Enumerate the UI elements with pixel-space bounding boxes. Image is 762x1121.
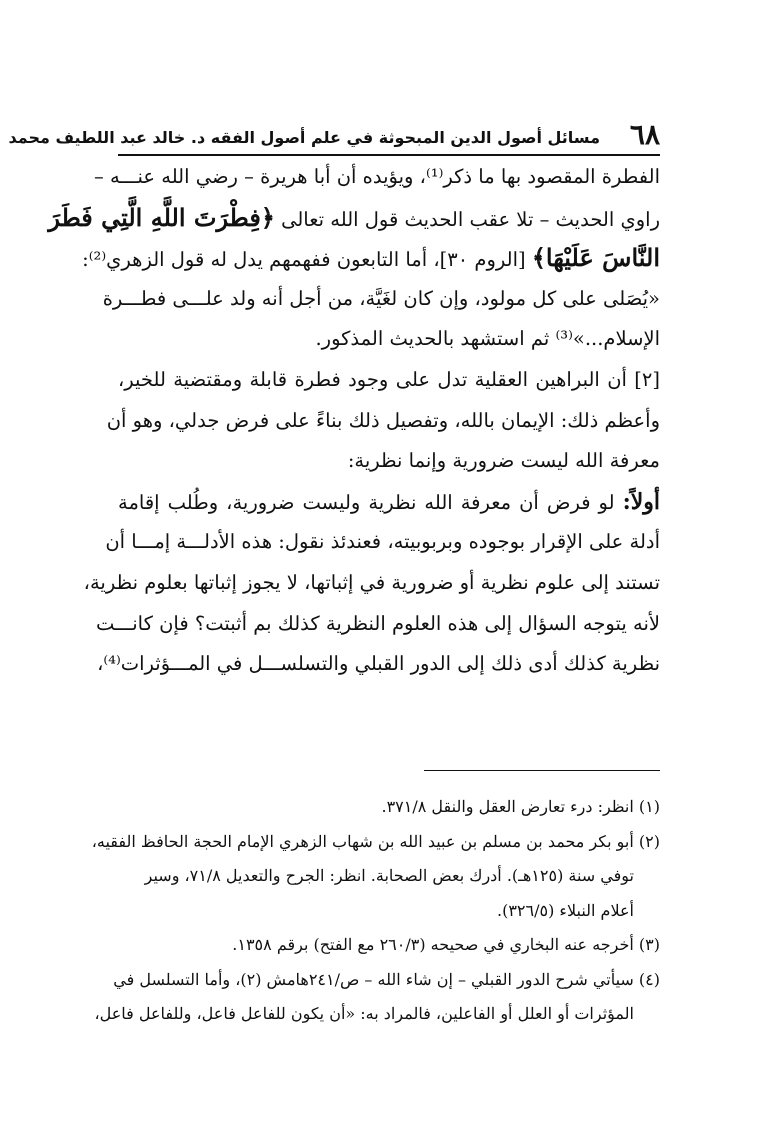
running-head: مسائل أصول الدين المبحوثة في علم أصول الفقه د. خالد عبد اللطيف محمد — [8, 128, 600, 147]
body-line: لأنه يتوجه السؤال إلى هذه العلوم النظرية كذلك بم أثبتت؟ فإن كانـــت — [95, 611, 660, 635]
footnote: (٣) أخرجه عنه البخاري في صحيحه (٢٦٠/٣ مع الفتح) برقم ١٣٥٨. — [232, 935, 660, 954]
body-line: الفطرة المقصود بها ما ذكر⁽¹⁾، ويؤيده أن أبا هريرة – رضي الله عنـــه – — [94, 165, 660, 188]
body-line: تستند إلى علوم نظرية أو ضرورية في إثباتها، لا يجوز إثباتها بعلوم نظرية، — [83, 570, 660, 594]
body-line: معرفة الله ليست ضرورية وإنما نظرية: — [347, 449, 660, 473]
footnote-separator — [424, 770, 660, 771]
body-line — [48, 198, 660, 239]
body-line — [82, 238, 660, 279]
quran-verse: النَّاسَ عَلَيْهَا﴾ — [531, 243, 660, 273]
footnote: (١) انظر: درء تعارض العقل والنقل ٣٧١/٨. — [381, 797, 660, 816]
body-line-segment: راوي الحديث – تلا عقب الحديث قول الله تعالى — [281, 207, 660, 231]
body-line — [118, 482, 660, 523]
footnote: (٤) سيأتي شرح الدور القبلي – إن شاء الله – ص/٢٤١هامش (٢)، وأما التسلسل في — [113, 969, 660, 989]
page-number: ٦٨ — [629, 118, 660, 151]
footnotes — [91, 790, 660, 1032]
body-line: «يُصَلى على كل مولود، وإن كان لغَيَّة، من أجل أنه ولد علـــى فطـــرة — [102, 286, 660, 310]
body-line: الإسلام...»⁽³⁾ ثم استشهد بالحديث المذكور. — [315, 327, 660, 351]
body-line: أدلة على الإقرار بوجوده وبربوبيته، فعندئذ نقول: هذه الأدلـــة إمـــا أن — [105, 530, 660, 554]
body-line: [٢] أن البراهين العقلية تدل على وجود فطرة قابلة ومقتضية للخير، — [118, 367, 660, 391]
body-line: نظرية كذلك أدى ذلك إلى الدور القبلي والتسلســـل في المـــؤثرات⁽⁴⁾، — [97, 652, 660, 676]
quran-verse: ﴿فِطْرَتَ اللَّهِ الَّتِي فَطَرَ — [48, 202, 275, 232]
footnote-continuation: أعلام النبلاء (٣٢٦/٥). — [497, 900, 634, 920]
main-text — [48, 157, 660, 685]
footnote-continuation: المؤثرات أو العلل أو الفاعلين، فالمراد به: «أن يكون للفاعل فاعل، وللفاعل فاعل، — [94, 1004, 634, 1023]
body-line-segment: [الروم ٣٠]، أما التابعون ففهمهم يدل له قول الزهري⁽²⁾: — [82, 248, 526, 272]
body-line-segment: لو فرض أن معرفة الله نظرية وليست ضرورية، وطُلب إقامة — [118, 490, 615, 514]
body-line: وأعظم ذلك: الإيمان بالله، وتفصيل ذلك بناءً على فرض جدلي، وهو أن — [106, 408, 660, 432]
section-heading: أولاً: — [622, 488, 660, 515]
page-header — [8, 118, 660, 156]
footnote: (٢) أبو بكر محمد بن مسلم بن عبيد الله بن شهاب الزهري الإمام الحجة الحافظ الفقيه، — [91, 831, 660, 851]
footnote-continuation: توفي سنة (١٢٥هـ). أدرك بعض الصحابة. انظر: الجرح والتعديل ٧١/٨، وسير — [144, 866, 634, 885]
